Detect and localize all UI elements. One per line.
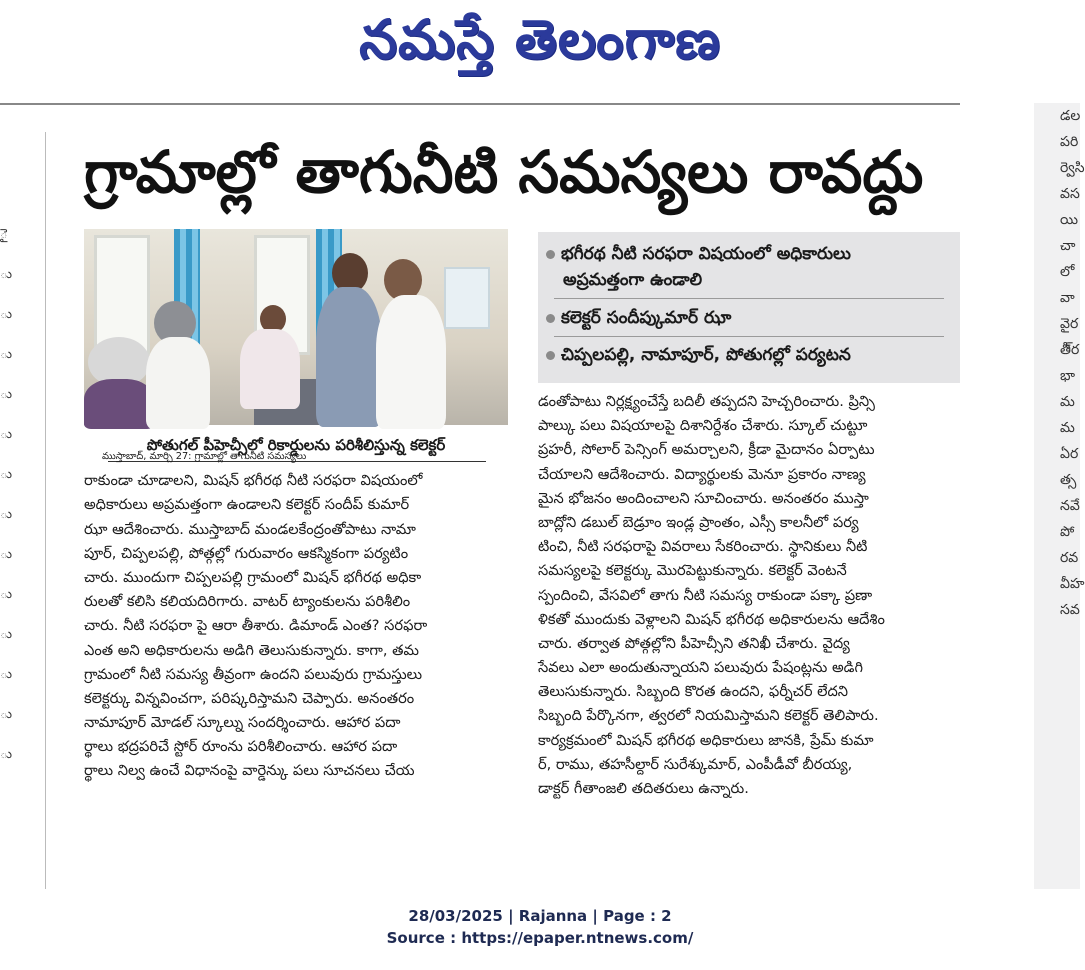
text-line: ు [0,307,13,322]
text-line: పూర్, చిప్పలపల్లి, పోత్గల్లో గురువారం ఆకస్మికంగా పర్యటిం [84,544,409,562]
article-body-column-1 [84,445,514,784]
highlight-divider [554,336,944,337]
text-line: పరి [1060,134,1079,150]
text-line: డాక్టర్ గీతాంజలి తదితరులు ఉన్నారు. [538,780,749,797]
text-line: ఝా ఆదేశించారు. ముస్తాబాద్ మండలకేంద్రంతోపాటు నామా [84,520,416,538]
text-line: సేవలు ఎలా అందుతున్నాయని పలువురు పేషంట్లను అడిగి [538,659,863,677]
text-line: తెలుసుకున్నారు. సిబ్బంది కొరత ఉందని, ఫర్నీచర్ లేదని [538,683,849,701]
highlights-box [538,232,960,383]
text-line: డల [1060,108,1081,124]
text-line: లో [1060,264,1075,280]
adjacent-column-left [0,215,14,895]
bullet-icon [546,351,555,360]
text-line: రులతో కలిసి కలియదిరిగారు. వాటర్ ట్యాంకులను పరిశీలిం [84,593,411,611]
text-line: ఎంత అని అధికారులను అడిగి తెలుసుకున్నారు. కాగా, తమ [84,641,419,659]
text-line: వీహ [1060,576,1085,592]
text-line: స్పందించి, వేసవిలో తాగు నీటి సమస్య రాకుండా పక్కా ప్రణా [538,586,873,604]
text-line: వస [1060,186,1080,202]
text-line: కలెక్టర్కు విన్నవించగా, పరిష్కరిస్తామని చెప్పారు. అనంతరం [84,689,415,707]
article-body-column-2 [538,390,962,801]
text-line: అధికారులు అప్రమత్తంగా ఉండాలని కలెక్టర్ సందీప్ కుమార్ [84,496,410,514]
text-line: ై [0,227,8,242]
text-line: భా [1060,368,1076,384]
article-headline: గ్రామాల్లో తాగునీటి సమస్యలు రావద్దు [84,138,924,206]
text-line: పాల్కు పలు విషయాలపై దిశానిర్దేశం చేశారు. స్కూల్ చుట్టూ [538,417,868,435]
highlight-item: భగీరథ నీటి సరఫరా విషయంలో అధికారులు [546,241,851,267]
article-photo [84,229,508,425]
text-line: ు [0,747,13,762]
text-line: బాద్లోని డబుల్ బెడ్రూం ఇండ్ల ప్రాంతం, ఎస్సీ కాలనీలో పర్య [538,513,859,531]
text-line: యి [1060,212,1079,228]
text-line: ర్థాలు నిల్వ ఉంచే విధానంపై వార్డెన్కు పలు సూచనలు చేయ [84,762,415,780]
text-line: త్స [1060,472,1077,488]
adjacent-column-right [1034,103,1085,889]
bullet-icon [546,314,555,323]
newspaper-masthead: నమస్తే తెలంగాణ [359,7,721,71]
footer-source-link[interactable]: Source : https://epaper.ntnews.com/ [386,929,694,947]
text-line: పో [1060,524,1075,540]
text-line: ప్రహరీ, సోలార్ పెన్సింగ్ అమర్చాలని, క్రీడా మైదానం ఏర్పాటు [538,441,875,459]
text-line: చేయాలని ఆదేశించారు. విద్యార్థులకు మెనూ ప్రకారం నాణ్య [538,465,866,483]
text-line: డంతోపాటు నిర్లక్ష్యంచేస్తే బదిలీ తప్పదని హెచ్చరించారు. ప్రిన్సి [538,393,875,410]
text-line: మైన భోజనం అందించాలని సూచించారు. అనంతరం ముస్తా [538,489,869,507]
column-divider-left [45,132,46,889]
highlight-item: కలెక్టర్ సందీప్కుమార్ ఝా [546,305,731,331]
text-line: సమస్యలపై కలెక్టర్కు మొరపెట్టుకున్నారు. కలెక్టర్ వెంటనే [538,562,847,580]
text-line: ు [0,707,13,722]
highlight-item: చిప్పలపల్లి, నామాపూర్, పోతుగల్లో పర్యటన [546,342,851,368]
text-line: చారు. ముందుగా చిప్పలపల్లి గ్రామంలో మిషన్ భగీరథ అధికా [84,568,422,586]
text-line: ు [0,627,13,642]
text-line: సిబ్బంది పేర్కొనగా, త్వరలో నియమిస్తామని కలెక్టర్ తెలిపారు. [538,707,879,725]
bullet-icon [546,250,555,259]
text-line: ు [0,347,13,362]
text-line: కార్యక్రమంలో మిషన్ భగీరథ అధికారులు జానకి, ప్రేమ్ కుమా [538,731,874,749]
text-line: మ [1060,420,1075,436]
text-line: ముస్తాబాద్, మార్చి 27: గ్రామాల్లో తాగునీటి సమస్యలు [102,451,307,462]
text-line: వైర [1060,316,1079,332]
page-footer [0,905,1080,949]
text-line: ు [0,547,13,562]
text-line: తీ్ర [1060,342,1080,358]
text-line: ర్వెసి [1060,160,1085,176]
highlight-item-continued: అప్రమత్తంగా ఉండాలి [563,270,703,290]
text-line: నామాపూర్ మోడల్ స్కూల్ను సందర్శించారు. ఆహార పదా [84,714,401,732]
text-line: ు [0,587,13,602]
text-line: మ [1060,394,1075,410]
text-line: ు [0,387,13,402]
text-line: ు [0,667,13,682]
text-line: నవే [1060,498,1080,514]
text-line: ళికతో ముందుకు వెళ్లాలని మిషన్ భగీరథ అధికారులను ఆదేశిం [538,610,885,628]
text-line: ు [0,507,13,522]
text-line: సవ [1060,602,1080,618]
text-line: ర్, రాము, తహసీల్దార్ సురేశ్కుమార్, ఎంపీడీవో బీరయ్య, [538,755,853,773]
highlight-divider [554,298,944,299]
text-line: ు [0,427,13,442]
text-line: చారు. నీటి సరఫరా పై ఆరా తీశారు. డిమాండ్ ఎంత? సరఫరా [84,617,428,635]
photo-caption: పోతుగల్ పీహెచ్సీలో రికార్డులను పరిశీలిస్తున్న కలెక్టర్ [146,436,446,454]
text-line: రాకుండా చూడాలని, మిషన్ భగీరథ నీటి సరఫరా విషయంలో [84,472,423,490]
text-line: ఏర [1060,446,1079,462]
text-line: చా [1060,238,1076,254]
wall-poster [444,267,490,329]
text-line: ు [0,267,13,282]
footer-edition-info: 28/03/2025 | Rajanna | Page : 2 [408,907,672,925]
text-line: టించి, నీటి సరఫరాపై వివరాలు సేకరించారు. స్థానికులు నీటి [538,538,868,556]
text-line: వా [1060,290,1075,306]
text-line: చారు. తర్వాత పోత్గల్లోని పీహెచ్సీని తనిఖీ చేశారు. వైద్య [538,634,850,652]
text-line: ర్థాలు భద్రపరిచే స్టోర్ రూంను పరిశీలించారు. ఆహార పదా [84,738,398,756]
text-line: గ్రామంలో నీటి సమస్య తీవ్రంగా ఉందని పలువురు గ్రామస్తులు [84,665,423,683]
masthead-divider [0,103,960,105]
text-line: ు [0,467,13,482]
text-line: రవ [1060,550,1079,566]
